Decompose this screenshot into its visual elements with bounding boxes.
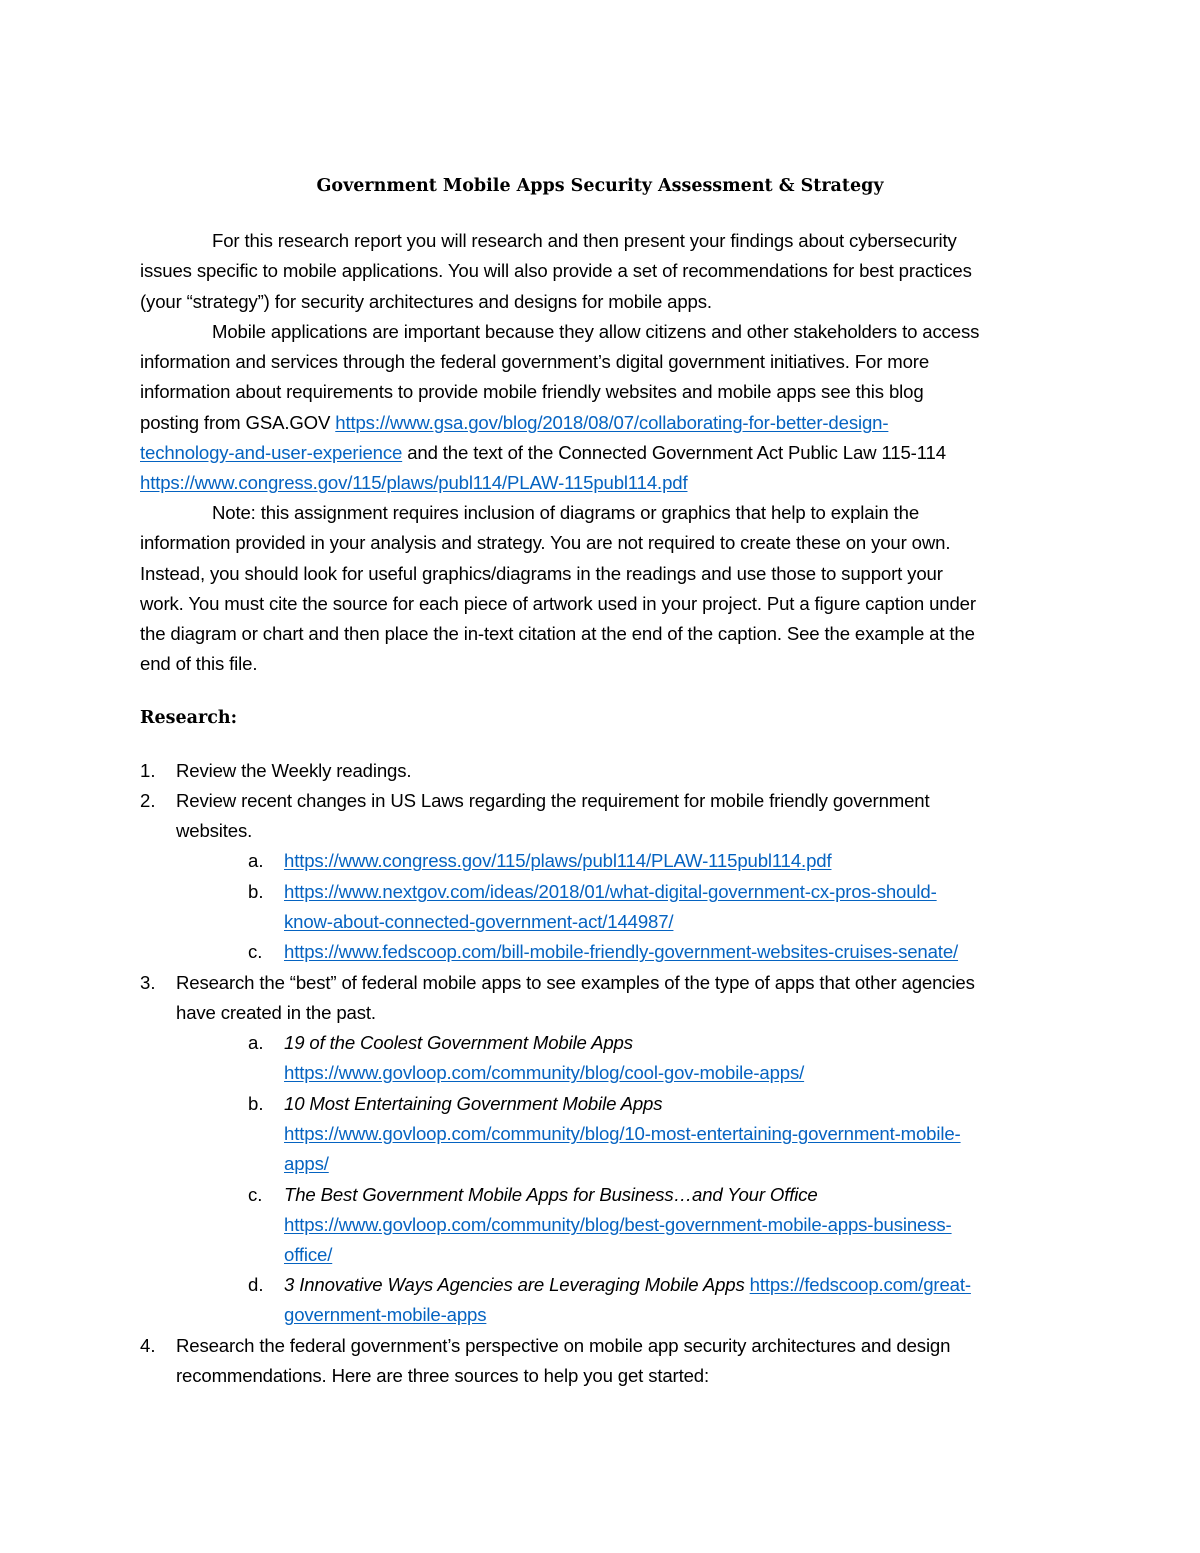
congress-plaw-link[interactable]: https://www.congress.gov/115/plaws/publ114/PLAW-115publ114.pdf — [284, 850, 832, 871]
list-item-number: 2. — [140, 790, 156, 811]
research-item-2-line2: websites. — [176, 820, 253, 841]
intro-p3-line4: work. You must cite the source for each piece of artwork used in your project. Put a figure caption under — [140, 593, 976, 614]
fedscoop-bill-link[interactable]: https://www.fedscoop.com/bill-mobile-friendly-government-websites-cruises-senate/ — [284, 941, 959, 962]
intro-p3-line2: information provided in your analysis and strategy. You are not required to create these on your own. — [140, 532, 951, 553]
govloop-entertaining-link[interactable]: https://www.govloop.com/community/blog/10-most-entertaining-government-mobile- — [284, 1123, 961, 1144]
nextgov-link[interactable]: https://www.nextgov.com/ideas/2018/01/what-digital-government-cx-pros-should- — [284, 881, 937, 902]
sub-item-letter: b. — [248, 881, 264, 902]
research-item-3c-link1 — [284, 1210, 952, 1240]
research-item-1: Review the Weekly readings. — [176, 760, 412, 781]
intro-p3-line3: Instead, you should look for useful graphics/diagrams in the readings and use those to support your — [140, 563, 943, 584]
research-item-3a-title: 19 of the Coolest Government Mobile Apps — [284, 1032, 633, 1053]
gsa-blog-link[interactable]: https://www.gsa.gov/blog/2018/08/07/collaborating-for-better-design- — [335, 412, 889, 433]
research-item-3b-link1 — [284, 1119, 961, 1149]
intro-p2-line2: information and services through the federal government’s digital government initiatives. For more — [140, 351, 930, 372]
research-item-2a — [284, 846, 831, 876]
intro-p2-line4-text: posting from GSA.GOV — [140, 412, 336, 433]
fedscoop-great-apps-link[interactable]: https://fedscoop.com/great- — [749, 1274, 971, 1295]
intro-p2-line6 — [140, 468, 687, 498]
intro-p2-line4 — [140, 408, 888, 438]
govloop-business-link[interactable]: https://www.govloop.com/community/blog/best-government-mobile-apps-business- — [284, 1214, 952, 1235]
research-item-4-line1: Research the federal government’s perspective on mobile app security architectures and design — [176, 1335, 951, 1356]
govloop-entertaining-link-cont[interactable]: apps/ — [284, 1153, 329, 1174]
intro-p2-line1: Mobile applications are important because they allow citizens and other stakeholders to access — [212, 321, 980, 342]
page-title: Government Mobile Apps Security Assessment & Strategy — [316, 176, 884, 196]
sub-item-letter: c. — [248, 1184, 263, 1205]
sub-item-letter: b. — [248, 1093, 264, 1114]
research-item-2b-line2 — [284, 907, 673, 937]
intro-p3-line5: the diagram or chart and then place the in-text citation at the end of the caption. See the example at the — [140, 623, 975, 644]
research-heading: Research: — [140, 708, 238, 728]
research-item-3d-line2 — [284, 1300, 486, 1330]
intro-p2-line5-text: and the text of the Connected Government Act Public Law 115-114 — [402, 442, 946, 463]
intro-p1-line2: issues specific to mobile applications. You will also provide a set of recommendations for best practices — [140, 260, 972, 281]
research-item-3d-line1 — [284, 1270, 971, 1300]
sub-item-letter: a. — [248, 1032, 264, 1053]
intro-p2-line5 — [140, 438, 946, 468]
intro-p1-line3: (your “strategy”) for security architectures and designs for mobile apps. — [140, 291, 712, 312]
list-item-number: 4. — [140, 1335, 156, 1356]
research-item-2-line1: Review recent changes in US Laws regarding the requirement for mobile friendly government — [176, 790, 930, 811]
research-item-2c — [284, 937, 958, 967]
sub-item-letter: a. — [248, 850, 264, 871]
intro-p3-line1: Note: this assignment requires inclusion of diagrams or graphics that help to explain the — [212, 502, 920, 523]
gsa-blog-link-cont[interactable]: technology-and-user-experience — [140, 442, 403, 463]
research-item-3-line2: have created in the past. — [176, 1002, 376, 1023]
fedscoop-great-apps-link-cont[interactable]: government-mobile-apps — [284, 1304, 487, 1325]
research-item-3-line1: Research the “best” of federal mobile apps to see examples of the type of apps that other agencies — [176, 972, 975, 993]
govloop-business-link-cont[interactable]: office/ — [284, 1244, 333, 1265]
list-item-number: 3. — [140, 972, 156, 993]
nextgov-link-cont[interactable]: know-about-connected-government-act/144987/ — [284, 911, 674, 932]
intro-p2-line3: information about requirements to provide mobile friendly websites and mobile apps see this blog — [140, 381, 924, 402]
research-item-3b-title: 10 Most Entertaining Government Mobile Apps — [284, 1093, 663, 1114]
research-item-3b-link2 — [284, 1149, 329, 1179]
sub-item-letter: c. — [248, 941, 263, 962]
research-item-3c-title: The Best Government Mobile Apps for Business…and Your Office — [284, 1184, 818, 1205]
research-item-3d-title: 3 Innovative Ways Agencies are Leveraging Mobile Apps — [284, 1274, 745, 1295]
list-item-number: 1. — [140, 760, 156, 781]
research-item-2b-line1 — [284, 877, 937, 907]
intro-p3-line6: end of this file. — [140, 653, 258, 674]
intro-p1-line1: For this research report you will research and then present your findings about cybersecurity — [212, 230, 957, 251]
research-item-3a-link — [284, 1058, 804, 1088]
sub-item-letter: d. — [248, 1274, 264, 1295]
research-item-4-line2: recommendations. Here are three sources to help you get started: — [176, 1365, 710, 1386]
research-item-3c-link2 — [284, 1240, 332, 1270]
govloop-cool-apps-link[interactable]: https://www.govloop.com/community/blog/cool-gov-mobile-apps/ — [284, 1062, 805, 1083]
congress-law-link[interactable]: https://www.congress.gov/115/plaws/publ114/PLAW-115publ114.pdf — [140, 472, 688, 493]
